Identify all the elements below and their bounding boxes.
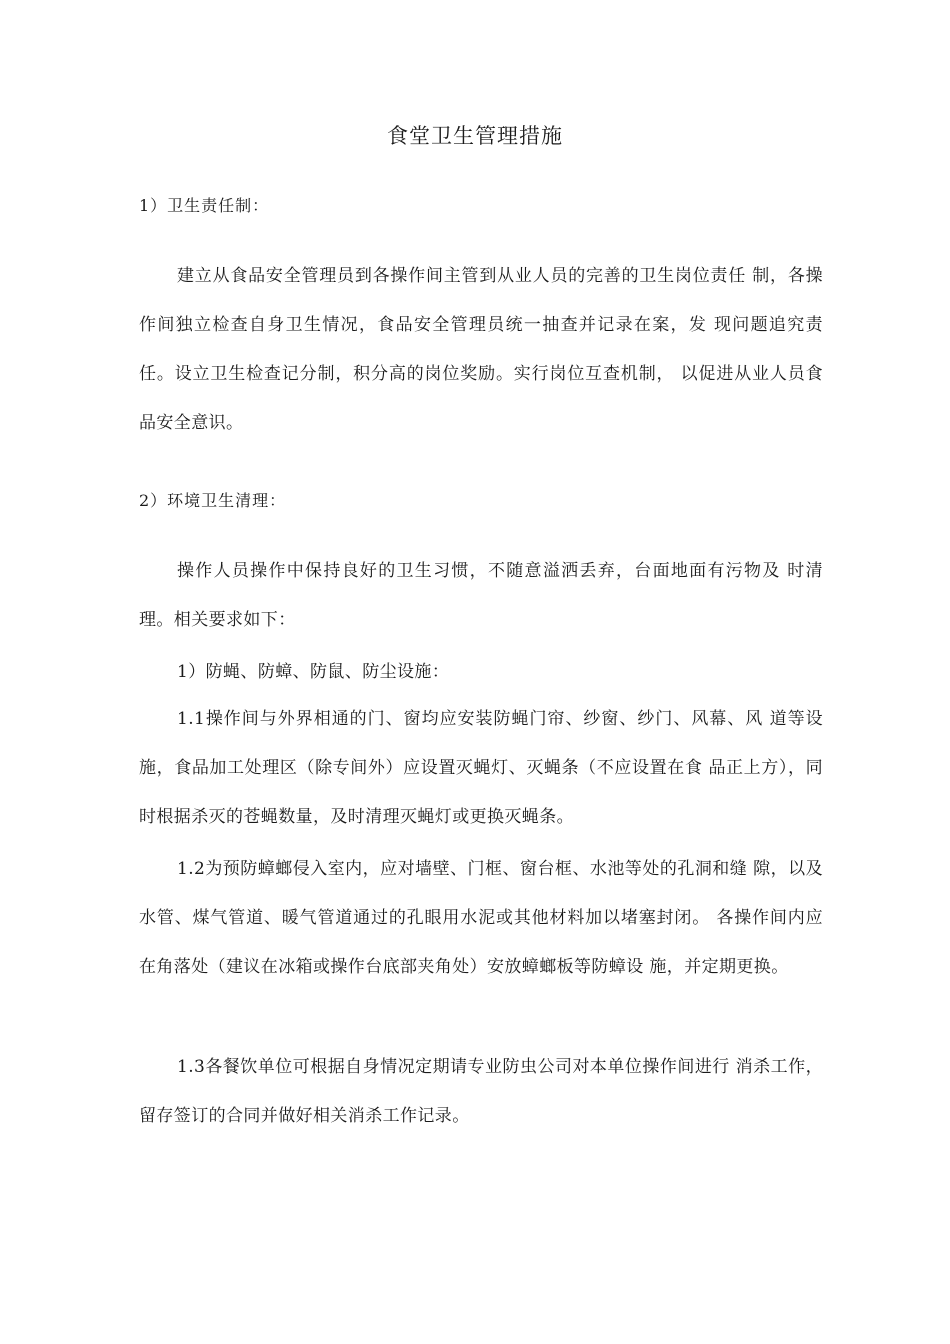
section-heading-hygiene-responsibility: 1）卫生责任制： [139,196,270,215]
sub-heading-pest-prevention: 1）防蝇、防蟑、防鼠、防尘设施： [177,662,450,682]
section-heading-environment-cleaning: 2）环境卫生清理： [139,491,287,510]
item-1-2-cockroach-prevention: 1.2为预防蟑螂侵入室内，应对墙壁、门框、窗台框、水池等处的孔洞和缝 隙，以及水管、煤气管道、暖气管道通过的孔眼用水泥或其他材料加以堵塞封闭。 各操作间内应在角落处（建议在冰箱或操作台底部夹角处）安放蟑螂板等防蟑设 施，并定期更换。 [139,859,823,977]
paragraph-environment-cleaning: 操作人员操作中保持良好的卫生习惯，不随意溢洒丢弃，台面地面有污物及 时清理。相关要求如下： [139,561,823,630]
document-title: 食堂卫生管理措施 [387,124,563,148]
paragraph-hygiene-responsibility: 建立从食品安全管理员到各操作间主管到从业人员的完善的卫生岗位责任 制，各操作间独立检查自身卫生情况，食品安全管理员统一抽查并记录在案，发 现问题追究责任。设立卫生检查记分制，积分高的岗位奖励。实行岗位互查机制， 以促进从业人员食品安全意识。 [139,266,823,433]
item-1-1-fly-prevention: 1.1操作间与外界相通的门、窗均应安装防蝇门帘、纱窗、纱门、风幕、风 道等设施，食品加工处理区（除专间外）应设置灭蝇灯、灭蝇条（不应设置在食 品正上方），同时根据杀灭的苍蝇数量，及时清理灭蝇灯或更换灭蝇条。 [139,709,823,827]
item-1-3-pest-control-service: 1.3各餐饮单位可根据自身情况定期请专业防虫公司对本单位操作间进行 消杀工作，留存签订的合同并做好相关消杀工作记录。 [139,1057,823,1126]
